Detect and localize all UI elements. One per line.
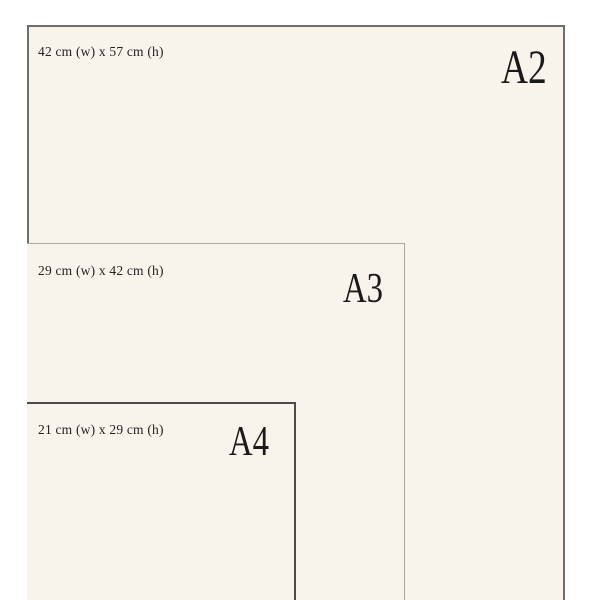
a3-dimensions-label: 29 cm (w) x 42 cm (h) <box>38 263 164 278</box>
a3-size-label: A3 <box>343 266 384 312</box>
a2-size-label: A2 <box>501 41 547 94</box>
a2-dimensions-label: 42 cm (w) x 57 cm (h) <box>38 44 164 59</box>
a4-size-label: A4 <box>229 419 270 465</box>
a4-dimensions-label: 21 cm (w) x 29 cm (h) <box>38 422 164 437</box>
